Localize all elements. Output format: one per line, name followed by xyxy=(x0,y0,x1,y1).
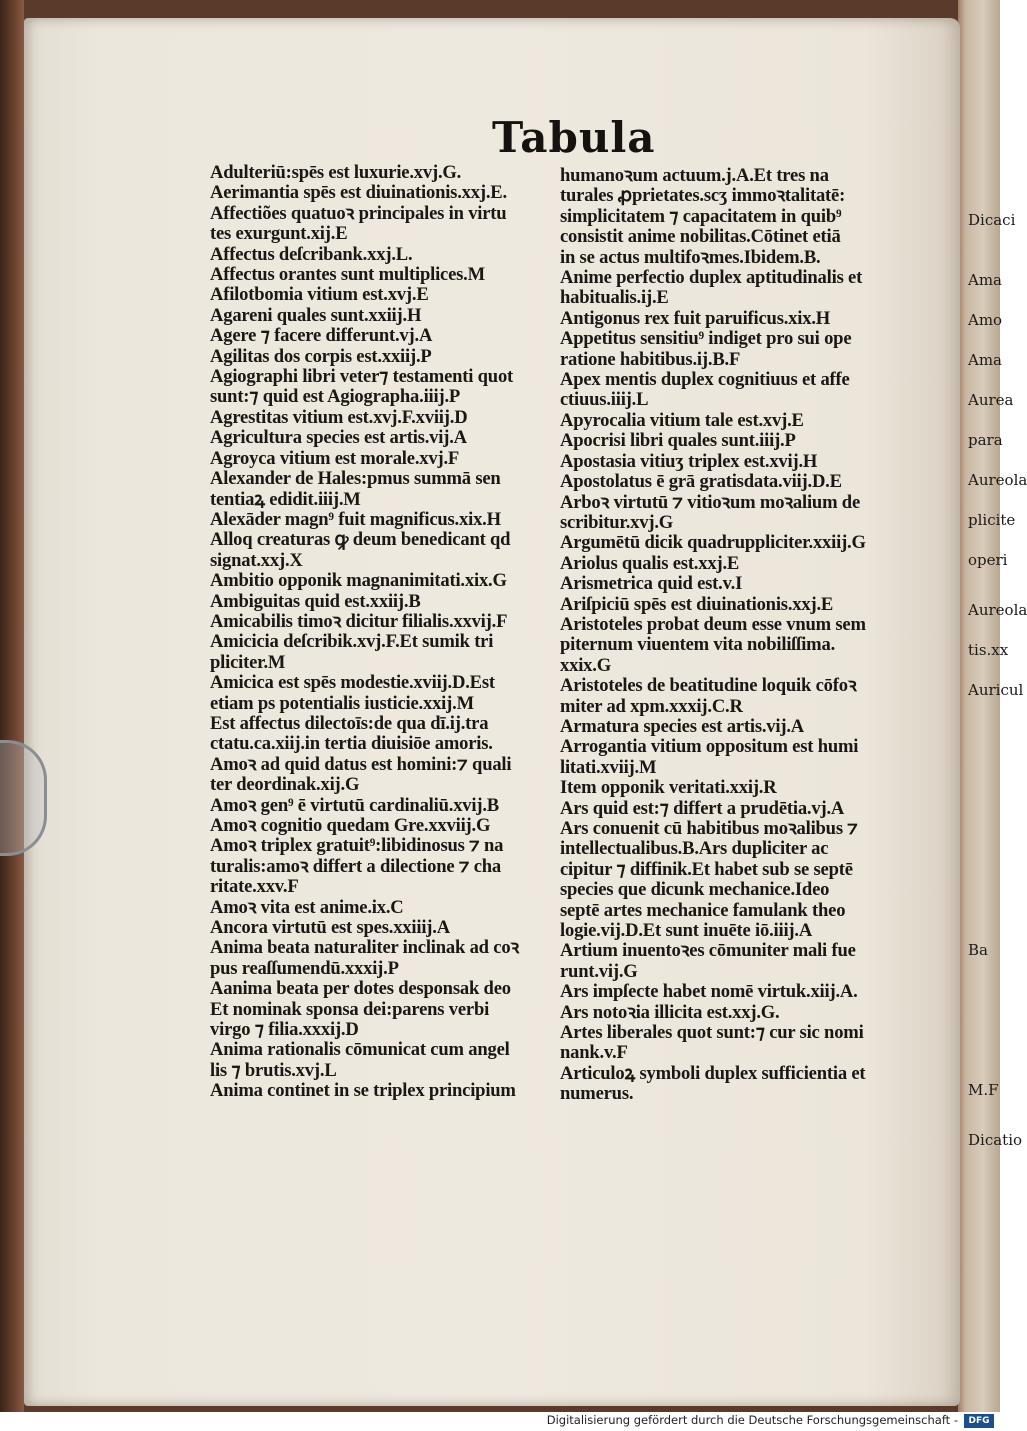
index-entry-line: Agilitas dos corpis est.xxiij.P xyxy=(210,345,432,367)
index-entry-line: Afilotbomia vitium est.xvj.E xyxy=(210,284,429,306)
index-entry-line: intellectualibus.B.Ars dupliciter ac xyxy=(560,838,829,860)
index-entry-line: ritate.xxv.F xyxy=(210,876,299,898)
index-column-right xyxy=(560,166,902,1105)
facing-page-fragment: tis.xx xyxy=(968,641,1009,659)
book-cover-edge xyxy=(0,0,24,1412)
index-entry-line: Amoꝛ ad quid datus est homini:⁊ quali xyxy=(210,753,512,775)
facing-page-fragment: plicite xyxy=(968,511,1016,529)
facing-page-fragment: Aureola xyxy=(968,601,1027,619)
index-entry-line: Alexander de Hales:pmus summā sen xyxy=(210,468,501,490)
index-entry-line: ter deordinak.xij.G xyxy=(210,774,360,796)
index-entry-line: Adulteriū:spēs est luxurie.xvj.G. xyxy=(210,162,462,183)
index-entry-line: Anime perfectio duplex aptitudinalis et xyxy=(560,267,863,289)
index-entry-line: Agere ⁊ facere differunt.vj.A xyxy=(210,325,433,347)
index-entry-line: Ars notoꝛia illicita est.xxj.G. xyxy=(560,1001,780,1023)
book-page xyxy=(24,18,960,1406)
facing-page-fragment: operi xyxy=(968,551,1008,569)
index-entry-line: xxix.G xyxy=(560,654,611,676)
index-entry-line: virgo ⁊ filia.xxxij.D xyxy=(210,1019,359,1041)
index-entry-line: Amoꝛ vita est anime.ix.C xyxy=(210,896,404,918)
index-entry-line: species que dicunk mechanice.Ideo xyxy=(560,879,830,901)
index-entry-line: Aanima beata per dotes desponsak deo xyxy=(210,978,511,1000)
index-entry-line: Amoꝛ triplex gratuit⁹:libidinosus ⁊ na xyxy=(210,835,504,857)
index-entry-line: ratione habitibus.ij.B.F xyxy=(560,348,741,370)
index-entry-line: Anima rationalis cōmunicat cum angel xyxy=(210,1039,510,1061)
index-entry-line: Est affectus dilectoīs:de qua dī.ij.tra xyxy=(210,712,489,734)
index-entry-line: Agroyca vitium est morale.xvj.F xyxy=(210,447,460,469)
index-entry-line: Apostolatus ē grā gratisdata.viij.D.E xyxy=(560,471,842,493)
index-entry-line: Argumētū dicik quadruppliciter.xxiij.G xyxy=(560,532,866,554)
index-entry-line: lis ⁊ brutis.xvj.L xyxy=(210,1059,337,1081)
index-entry-line: Arismetrica quid est.v.I xyxy=(560,573,743,595)
index-entry-line: Armatura species est artis.vij.A xyxy=(560,715,805,737)
index-entry-line: Alexāder magn⁹ fuit magnificus.xix.H xyxy=(210,508,501,530)
index-entry-line: Articuloꝝ symboli duplex sufficientia et xyxy=(560,1062,866,1084)
index-entry-line: runt.vij.G xyxy=(560,960,638,982)
facing-page-fragment: para xyxy=(968,431,1003,449)
index-entry-line: Amicica est spēs modestie.xviij.D.Est xyxy=(210,672,495,694)
index-entry-line: Item opponik veritati.xxij.R xyxy=(560,777,777,799)
index-entry-line: Agiographi libri veter⁊ testamenti quot xyxy=(210,366,514,388)
index-entry-line: Anima continet in se triplex principium xyxy=(210,1080,516,1102)
index-entry-line: turales ꝓprietates.scʒ immoꝛtalitatē: xyxy=(560,185,846,207)
index-entry-line: consistit anime nobilitas.Cōtinet etiā xyxy=(560,226,841,248)
index-entry-line: ctatu.ca.xiij.in tertia diuisiōe amoris. xyxy=(210,733,493,755)
page-clip xyxy=(0,740,47,856)
index-entry-line: litati.xviij.M xyxy=(560,756,657,778)
facing-page-fragment: Auricul xyxy=(968,681,1024,699)
index-entry-line: Arboꝛ virtutū ⁊ vitioꝛum moꝛalium de xyxy=(560,491,861,513)
facing-page-fragment: Amo xyxy=(968,311,1003,329)
index-entry-line: nank.v.F xyxy=(560,1042,628,1064)
facing-page-fragment: Ama xyxy=(968,271,1002,289)
index-entry-line: Artes liberales quot sunt:⁊ cur sic nomi xyxy=(560,1022,864,1044)
funding-credit: Digitalisierung gefördert durch die Deutsche Forschungsgemeinschaft - xyxy=(546,1413,958,1427)
index-entry-line: sunt:⁊ quid est Agiographa.iiij.P xyxy=(210,386,461,408)
index-entry-line: in se actus multifoꝛmes.Ibidem.B. xyxy=(560,246,821,268)
index-entry-line: simplicitatem ⁊ capacitatem in quib⁹ xyxy=(560,205,842,227)
index-entry-line: turalis:amoꝛ differt a dilectione ⁊ cha xyxy=(210,855,502,877)
index-entry-line: signat.xxj.X xyxy=(210,549,303,571)
facing-page-fragments xyxy=(962,40,1027,1410)
index-entry-line: tentiaꝝ edidit.iiij.M xyxy=(210,488,361,510)
index-entry-line: pliciter.M xyxy=(210,651,286,673)
index-entry-line: Ariolus qualis est.xxj.E xyxy=(560,552,740,574)
index-entry-line: Ariſpiciū spēs est diuinationis.xxj.E xyxy=(560,593,834,615)
index-entry-line: miter ad xpm.xxxij.C.R xyxy=(560,695,743,717)
index-entry-line: Ambiguitas quid est.xxiij.B xyxy=(210,590,421,612)
index-entry-line: Apocrisi libri quales sunt.iiij.P xyxy=(560,430,796,452)
index-entry-line: Affectus orantes sunt multiplices.M xyxy=(210,264,485,286)
facing-page-fragment: Ba xyxy=(968,941,988,959)
index-entry-line: Artium inuentoꝛes cōmuniter mali fue xyxy=(560,940,856,962)
index-entry-line: Alloq creaturas ꝙ deum benedicant qd xyxy=(210,529,511,551)
dfg-logo: DFG xyxy=(964,1414,994,1428)
index-entry-line: Apex mentis duplex cognitiuus et affe xyxy=(560,369,850,391)
index-entry-line: etiam ps potentialis iusticie.xxij.M xyxy=(210,692,474,714)
index-entry-line: Affectus deſcribank.xxj.L. xyxy=(210,243,413,265)
index-entry-line: Agareni quales sunt.xxiij.H xyxy=(210,304,422,326)
facing-page-fragment: Ama xyxy=(968,351,1002,369)
facing-page-fragment: Aureola xyxy=(968,471,1027,489)
index-entry-line: Ars conuenit cū habitibus moꝛalibus ⁊ xyxy=(560,818,858,839)
index-entry-line: Ancora virtutū est spes.xxiiij.A xyxy=(210,917,450,939)
index-entry-line: Amoꝛ gen⁹ ē virtutū cardinaliū.xvij.B xyxy=(210,794,499,816)
index-entry-line: Aristoteles probat deum esse vnum sem xyxy=(560,613,866,635)
index-entry-line: tes exurgunt.xij.E xyxy=(210,223,348,245)
index-entry-line: Affectiões quatuoꝛ principales in virtu xyxy=(210,202,507,224)
index-entry-line: Aerimantia spēs est diuinationis.xxj.E. xyxy=(210,182,507,204)
index-entry-line: piternum viuentem vita nobiliſſima. xyxy=(560,634,836,656)
index-entry-line: Arrogantia vitium oppositum est humi xyxy=(560,736,859,758)
index-entry-line: Amicabilis timoꝛ dicitur filialis.xxvij.F xyxy=(210,610,508,632)
index-entry-line: pus reaſſumendū.xxxij.P xyxy=(210,957,399,979)
page-title: Tabula xyxy=(492,113,656,162)
index-entry-line: Agricultura species est artis.vij.A xyxy=(210,427,467,449)
index-entry-line: numerus. xyxy=(560,1083,634,1105)
facing-page-fragment: Dicatio xyxy=(968,1131,1023,1149)
index-column-left xyxy=(210,163,555,1102)
facing-page-fragment: M.F xyxy=(968,1081,999,1099)
index-entry-line: Agrestitas vitium est.xvj.F.xviij.D xyxy=(210,406,468,428)
digitization-footer xyxy=(0,1412,1000,1431)
facing-page-fragment: Aurea xyxy=(968,391,1014,409)
index-entry-line: Et nominak sponsa dei:parens verbi xyxy=(210,998,490,1020)
index-entry-line: ctiuus.iiij.L xyxy=(560,389,649,411)
index-entry-line: Ars quid est:⁊ differt a prudētia.vj.A xyxy=(560,797,845,819)
facing-page-fragment: Dicaci xyxy=(968,211,1016,229)
index-entry-line: scribitur.xvj.G xyxy=(560,511,674,533)
index-entry-line: Ambitio opponik magnanimitati.xix.G xyxy=(210,570,507,592)
index-entry-line: septē artes mechanice famulank theo xyxy=(560,899,846,921)
index-entry-line: Antigonus rex fuit paruificus.xix.H xyxy=(560,307,831,329)
index-entry-line: Aristoteles de beatitudine loquik cōfoꝛ xyxy=(560,675,857,697)
index-entry-line: Apyrocalia vitium tale est.xvj.E xyxy=(560,409,804,431)
index-entry-line: Anima beata naturaliter inclinak ad coꝛ xyxy=(210,937,520,959)
index-entry-line: Ars impſecte habet nomē virtuk.xiij.A. xyxy=(560,981,858,1003)
index-entry-line: humanoꝛum actuum.j.A.Et tres na xyxy=(560,165,829,186)
index-entry-line: Amicicia deſcribik.xvj.F.Et sumik tri xyxy=(210,631,494,653)
index-entry-line: cipitur ⁊ diffinik.Et habet sub se septē xyxy=(560,858,853,880)
index-entry-line: habitualis.ij.E xyxy=(560,287,669,309)
index-entry-line: logie.vij.D.Et sunt inuēte iō.iiij.A xyxy=(560,920,813,942)
index-entry-line: Apostasia vitiuʒ triplex est.xvij.H xyxy=(560,450,818,472)
index-entry-line: Amoꝛ cognitio quedam Gre.xxviij.G xyxy=(210,815,491,836)
index-entry-line: Appetitus sensitiu⁹ indiget pro sui ope xyxy=(560,328,852,350)
